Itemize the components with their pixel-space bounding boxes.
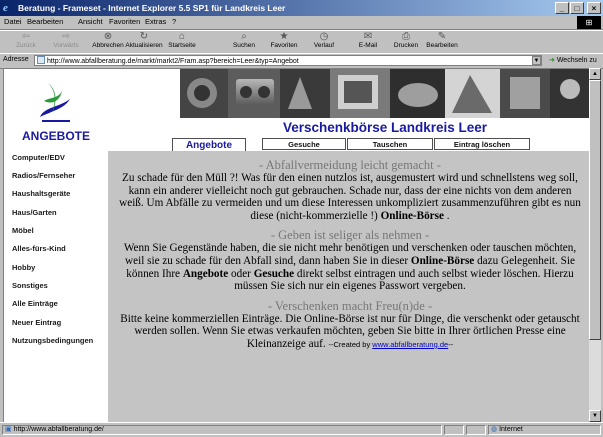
sidebar-item-haushaltsgeraete[interactable]: Haushaltsgeräte (12, 189, 71, 198)
edit-button[interactable] (422, 31, 462, 53)
abfallberatung-logo (34, 77, 76, 125)
history-button[interactable] (304, 31, 344, 53)
status-zone-pane (488, 425, 601, 435)
toolbar (0, 30, 603, 54)
status-url: http://www.abfallberatung.de/ (13, 426, 104, 433)
menu-favoriten[interactable]: Favoriten (109, 17, 141, 26)
refresh-icon: ↻ (139, 31, 149, 42)
sidebar-item-radios-fernseher[interactable]: Radios/Fernseher (12, 171, 76, 180)
stop-label: Abbrechen (92, 42, 124, 49)
history-label: Verlauf (313, 42, 335, 49)
status-url-pane (2, 425, 442, 435)
menu-datei[interactable]: Datei (4, 17, 22, 26)
mail-label: E-Mail (358, 42, 378, 49)
sidebar-item-alles-fuers-kind[interactable]: Alles-fürs-Kind (12, 244, 66, 253)
sidebar-item-moebel[interactable]: Möbel (12, 226, 34, 235)
section-text: Bitte keine kommerziellen Einträge. Die Online-Börse ist nur für Dinge, die verschenkt oder getauscht werden sollen. Wenn Sie etwas verkaufen möchten, geben Sie bitte in Ihrer örtlichen Presse eine Kleinanzeige auf. (120, 312, 580, 350)
print-icon: ⎙ (402, 31, 410, 42)
menu-extras[interactable]: Extras (145, 17, 167, 26)
forward-label: Vorwärts (53, 42, 79, 49)
address-bar (0, 53, 603, 69)
refresh-label: Aktualisieren (125, 42, 163, 49)
main-content (108, 151, 590, 423)
stop-button[interactable] (88, 31, 128, 53)
address-url: http://www.abfallberatung.de/markt/markt2/Fram.asp?bereich=Leer&typ=Angebot (47, 58, 299, 65)
page-icon (37, 56, 45, 64)
section-text: Zu schade für den Müll ?! Was für den einen nutzlos ist, ausgemustert wird und schnellstens weg soll, kann ein anderer vielleicht noch gut gebrauchen. Schade nur, dass der eine nichts von dem anderen weiß. Um Abfälle zu vermeiden und um diese Interessen unkompliziert zusammenzuführen gibt es nun diese (nicht-kommerzielle !) (119, 172, 581, 222)
created-by (329, 340, 454, 349)
close-button[interactable]: × (587, 2, 601, 14)
tab-eintrag-loeschen[interactable]: Eintrag löschen (434, 138, 530, 150)
favorites-button[interactable] (264, 31, 304, 53)
home-label: Startseite (168, 42, 196, 49)
scroll-down-button[interactable]: ▼ (589, 410, 601, 422)
section-text: dazu Gelegenheit. Sie können Ihre (126, 254, 575, 280)
forward-arrow-icon: ⇨ (61, 31, 71, 42)
created-suffix: -- (448, 339, 454, 349)
tab-tauschen[interactable]: Tauschen (347, 138, 433, 150)
back-arrow-icon: ⇦ (21, 31, 31, 42)
go-button[interactable] (549, 56, 597, 64)
menu-bearbeiten[interactable]: Bearbeiten (27, 17, 64, 26)
section-bold: Angebote (182, 267, 229, 280)
search-label: Suchen (232, 42, 256, 49)
section-bold: Online-Börse (380, 209, 444, 222)
mail-button[interactable] (348, 31, 388, 53)
history-icon: ◷ (319, 31, 329, 42)
address-input[interactable] (34, 55, 542, 66)
title-bar (0, 0, 603, 16)
status-pane-1 (444, 425, 464, 435)
back-button[interactable] (6, 31, 46, 53)
menu-ansicht[interactable]: Ansicht (78, 17, 103, 26)
section-heading: - Verschenken macht Freu(n)de - (267, 298, 433, 313)
address-label: Adresse (3, 56, 29, 63)
home-icon: ⌂ (178, 31, 186, 42)
tab-angebote[interactable]: Angebote (172, 138, 246, 152)
scroll-up-button[interactable]: ▲ (589, 68, 601, 80)
sidebar (4, 69, 108, 423)
status-zone: Internet (499, 426, 523, 433)
section-heading: - Geben ist seliger als nehmen - (270, 228, 430, 243)
print-button[interactable] (386, 31, 426, 53)
abfallberatung-link[interactable]: www.abfallberatung.de (372, 339, 449, 349)
print-label: Drucken (393, 42, 419, 49)
tab-gesuche[interactable]: Gesuche (262, 138, 346, 150)
section-text: oder (228, 267, 254, 280)
sidebar-item-computer-edv[interactable]: Computer/EDV (12, 153, 65, 162)
status-page-icon: ▣ (5, 426, 12, 433)
section-verschenken (116, 299, 584, 352)
banner-photos (180, 69, 590, 118)
menu-help[interactable]: ? (172, 17, 177, 26)
created-prefix: --Created by (328, 339, 373, 349)
maximize-button[interactable]: □ (570, 2, 584, 14)
internet-zone-icon: ◍ (491, 426, 498, 433)
sidebar-heading: ANGEBOTE (21, 129, 90, 143)
go-label: Wechseln zu (556, 57, 597, 64)
sidebar-item-nutzungsbedingungen[interactable]: Nutzungsbedingungen (12, 336, 94, 345)
sidebar-item-neuer-eintrag[interactable]: Neuer Eintrag (12, 318, 62, 327)
resolution-note: Optimiert für eine Bildschirmauflösung von 800 * 600 (12, 351, 103, 378)
section-heading: - Abfallvermeidung leicht gemacht - (259, 158, 441, 172)
forward-button[interactable] (46, 31, 86, 53)
home-button[interactable] (162, 31, 202, 53)
sidebar-item-alle-eintraege[interactable]: Alle Einträge (12, 299, 58, 308)
sidebar-item-hobby[interactable]: Hobby (12, 263, 36, 272)
go-arrow-icon: ➜ (549, 57, 555, 64)
mail-icon: ✉ (363, 31, 373, 42)
header-banner (180, 69, 590, 118)
section-text: direkt selbst eintragen und auch selbst wieder löschen. Hierzu müssen Sie sich nur ein eigenes Passwort vergeben. (234, 267, 574, 293)
scroll-thumb[interactable] (589, 80, 601, 340)
address-dropdown-button[interactable]: ▼ (533, 58, 540, 64)
window-title: Beratung - Frameset - Internet Explorer 5.5 SP1 für Landkreis Leer (18, 3, 286, 13)
edit-icon: ✎ (437, 31, 447, 42)
search-button[interactable] (224, 31, 264, 53)
edit-label: Bearbeiten (426, 42, 458, 49)
refresh-button[interactable] (124, 31, 164, 53)
ie-logo-icon: e (3, 2, 8, 14)
sidebar-item-haus-garten[interactable]: Haus/Garten (12, 208, 57, 217)
section-bold: Online-Börse (410, 254, 475, 267)
section-geben (116, 228, 584, 292)
menu-bar (0, 16, 603, 30)
section-text-tail: . (443, 209, 450, 222)
section-text: Wenn Sie Gegenstände haben, die sie nicht mehr benötigen und verschenken oder tauschen möchten, weil sie zu schade für den Abfall sind, dann haben Sie in dieser (123, 242, 577, 267)
vertical-scrollbar[interactable] (589, 68, 601, 422)
minimize-button[interactable]: _ (555, 2, 569, 14)
section-abfallvermeidung (116, 158, 584, 222)
sidebar-item-sonstiges[interactable]: Sonstiges (12, 281, 48, 290)
favorites-label: Favoriten (270, 42, 298, 49)
section-bold: Gesuche (253, 267, 295, 280)
windows-logo-icon: ⊞ (577, 16, 601, 29)
stop-icon: ⊗ (103, 31, 113, 42)
page-content (3, 68, 590, 423)
status-bar (0, 422, 603, 437)
back-label: Zurück (16, 42, 36, 49)
page-title: Verschenkbörse Landkreis Leer (282, 120, 488, 135)
favorites-icon: ★ (279, 31, 289, 42)
status-pane-2 (466, 425, 486, 435)
search-icon: ⌕ (241, 31, 247, 42)
